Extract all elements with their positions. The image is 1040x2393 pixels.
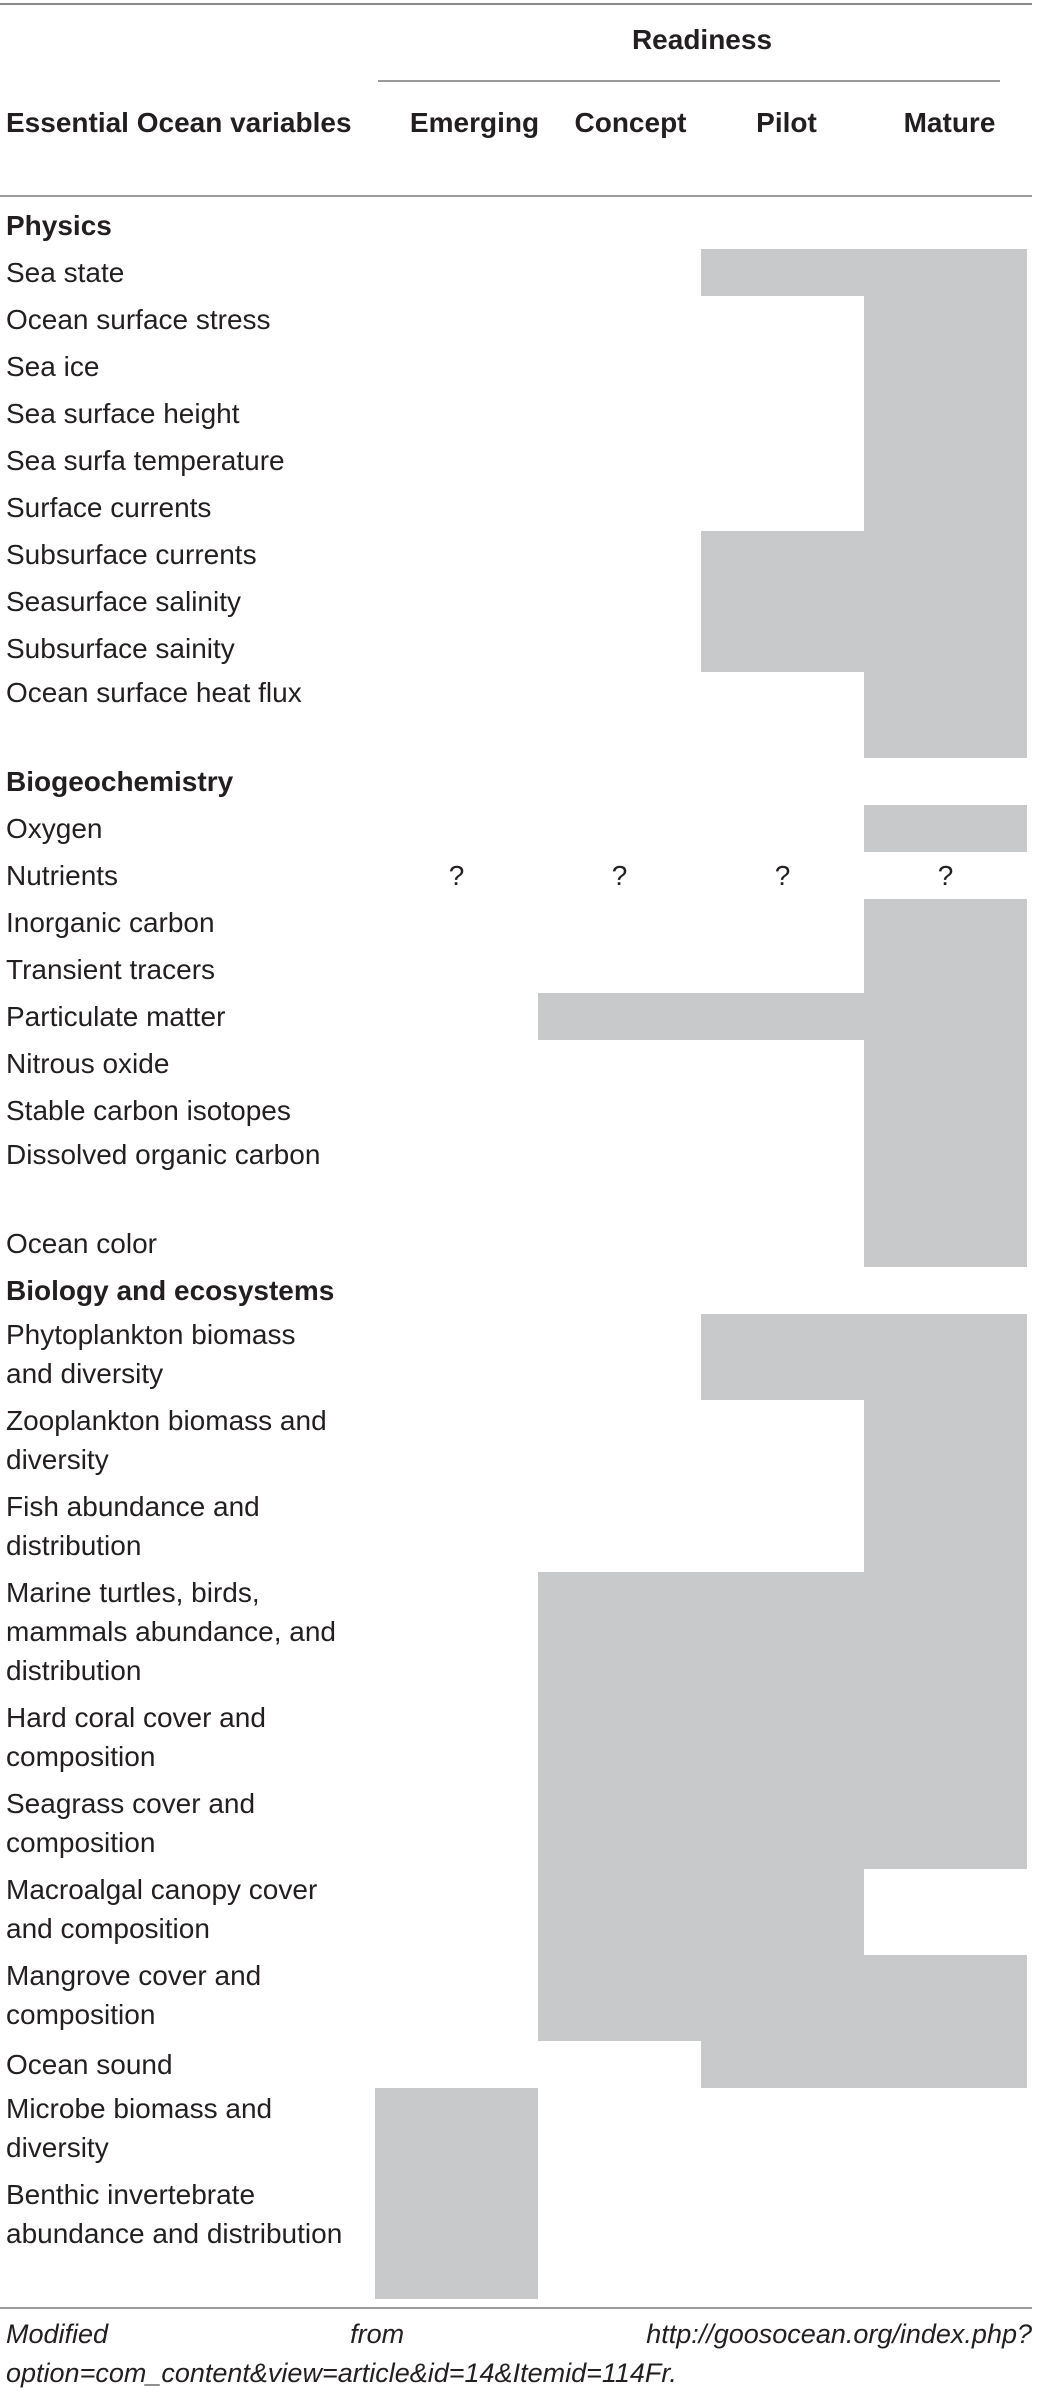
readiness-fill-mature (864, 437, 1027, 484)
top-rule (0, 3, 1032, 5)
section-label: Biology and ecosystems (6, 1275, 335, 1306)
empty-cell (538, 578, 701, 625)
table-row (0, 993, 1032, 1040)
empty-cell (701, 1220, 864, 1267)
empty-cell (701, 2088, 864, 2174)
empty-cell (375, 390, 538, 437)
empty-cell (538, 946, 701, 993)
empty-cell (701, 484, 864, 531)
variable-label: Sea surface height (6, 398, 240, 429)
empty-cell (375, 1486, 538, 1572)
empty-cell (701, 343, 864, 390)
unknown-readiness-mark: ? (448, 860, 465, 891)
table-row (0, 343, 1032, 390)
unknown-readiness-mark: ? (611, 860, 628, 891)
empty-cell (375, 2041, 538, 2088)
empty-cell (375, 899, 538, 946)
readiness-fill-concept (538, 1572, 701, 1697)
readiness-fill-mature (864, 531, 1027, 578)
readiness-fill-concept (538, 993, 701, 1040)
empty-cell (375, 805, 538, 852)
readiness-table-body (0, 202, 1032, 2299)
empty-cell (864, 1267, 1027, 1314)
table-row (0, 484, 1032, 531)
table-row (0, 249, 1032, 296)
variable-label: Sea ice (6, 351, 100, 382)
empty-cell (375, 249, 538, 296)
readiness-fill-concept (538, 1869, 701, 1955)
empty-cell (538, 531, 701, 578)
empty-cell (538, 1267, 701, 1314)
empty-cell (375, 1087, 538, 1134)
readiness-fill-pilot (701, 625, 864, 672)
empty-cell (538, 202, 701, 249)
variable-label: Surface currents (6, 492, 212, 523)
empty-cell (701, 1400, 864, 1486)
empty-cell (375, 1267, 538, 1314)
empty-cell (538, 758, 701, 805)
readiness-fill-mature (864, 1572, 1027, 1697)
empty-cell (538, 249, 701, 296)
variable-label: Sea surfa temperature (6, 445, 285, 476)
empty-cell (701, 390, 864, 437)
readiness-fill-pilot (701, 1697, 864, 1783)
empty-cell (375, 1134, 538, 1220)
empty-cell (701, 1040, 864, 1087)
empty-cell (538, 1486, 701, 1572)
empty-cell (375, 296, 538, 343)
empty-cell (538, 437, 701, 484)
variable-label: Ocean sound (6, 2049, 173, 2080)
readiness-fill-pilot (701, 1572, 864, 1697)
readiness-fill-mature (864, 899, 1027, 946)
empty-cell (375, 1783, 538, 1869)
column-header-concept: Concept (574, 107, 687, 138)
table-row (0, 2041, 1032, 2088)
empty-cell (538, 1400, 701, 1486)
empty-cell (538, 1134, 701, 1220)
readiness-fill-mature (864, 625, 1027, 672)
table-row (0, 1087, 1032, 1134)
empty-cell (538, 625, 701, 672)
empty-cell (701, 1087, 864, 1134)
empty-cell (864, 1869, 1027, 1955)
section-label: Physics (6, 210, 112, 241)
empty-cell (375, 672, 538, 758)
empty-cell (701, 1486, 864, 1572)
empty-cell (375, 946, 538, 993)
readiness-fill-mature (864, 1400, 1027, 1486)
empty-cell (375, 1697, 538, 1783)
empty-cell (538, 484, 701, 531)
column-header-mature: Mature (903, 107, 996, 138)
table-row (0, 1486, 1032, 1572)
readiness-fill-mature (864, 993, 1027, 1040)
empty-cell (701, 202, 864, 249)
variable-label: Seagrass cover and composition (6, 1788, 256, 1858)
readiness-fill-pilot (701, 578, 864, 625)
empty-cell (375, 1869, 538, 1955)
readiness-header: Readiness (631, 24, 773, 55)
readiness-fill-mature (864, 1040, 1027, 1087)
column-header-emerging: Emerging (409, 107, 540, 138)
readiness-fill-mature (864, 1955, 1027, 2041)
bottom-rule (0, 2307, 1032, 2309)
variable-label: Zooplankton biomass and diversity (6, 1405, 327, 1475)
empty-cell (375, 437, 538, 484)
readiness-fill-mature (864, 1314, 1027, 1400)
table-row (0, 852, 1032, 899)
readiness-fill-mature (864, 249, 1027, 296)
readiness-fill-emerging (375, 2174, 538, 2299)
variable-label: Fish abundance and distribution (6, 1491, 260, 1561)
variable-column-header: Essential Ocean variables (6, 107, 352, 138)
readiness-fill-pilot (701, 1955, 864, 2041)
table-row (0, 1314, 1032, 1400)
variable-label: Benthic invertebrate abundance and distribution (6, 2179, 343, 2249)
empty-cell (375, 758, 538, 805)
readiness-fill-mature (864, 296, 1027, 343)
table-row (0, 1400, 1032, 1486)
table-row (0, 2088, 1032, 2174)
empty-cell (538, 672, 701, 758)
empty-cell (375, 531, 538, 578)
empty-cell (375, 1040, 538, 1087)
empty-cell (538, 2088, 701, 2174)
source-footnote: Modified from http://goosocean.org/index.php?option=com_content&view=article&id=14&Itemid=114Fr. (6, 2319, 1032, 2388)
readiness-fill-mature (864, 390, 1027, 437)
table-row (0, 1869, 1032, 1955)
section-row-biogeochemistry (0, 758, 1032, 805)
section-row-physics (0, 202, 1032, 249)
table-row (0, 805, 1032, 852)
unknown-readiness-mark: ? (774, 860, 791, 891)
empty-cell (538, 2174, 701, 2299)
empty-cell (701, 805, 864, 852)
empty-cell (375, 202, 538, 249)
empty-cell (375, 993, 538, 1040)
readiness-fill-pilot (701, 249, 864, 296)
readiness-fill-pilot (701, 993, 864, 1040)
table-row (0, 1040, 1032, 1087)
variable-label: Oxygen (6, 813, 103, 844)
empty-cell (538, 2041, 701, 2088)
readiness-fill-concept (538, 1783, 701, 1869)
variable-label: Ocean surface stress (6, 304, 271, 335)
variable-label: Mangrove cover and composition (6, 1960, 262, 2030)
empty-cell (864, 2174, 1027, 2299)
empty-cell (538, 390, 701, 437)
table-row (0, 1783, 1032, 1869)
variable-label: Ocean surface heat flux (6, 677, 302, 708)
table-row (0, 1220, 1032, 1267)
empty-cell (375, 484, 538, 531)
readiness-fill-mature (864, 805, 1027, 852)
variable-label: Inorganic carbon (6, 907, 215, 938)
variable-label: Marine turtles, birds, mammals abundance, and distribution (6, 1577, 336, 1686)
table-row (0, 625, 1032, 672)
readiness-fill-mature (864, 343, 1027, 390)
table-row (0, 531, 1032, 578)
variable-label: Seasurface salinity (6, 586, 242, 617)
variable-label: Dissolved organic carbon (6, 1139, 321, 1170)
variable-label: Subsurface sainity (6, 633, 235, 664)
variable-label: Macroalgal canopy cover and composition (6, 1874, 318, 1944)
readiness-fill-mature (864, 1486, 1027, 1572)
table-row (0, 1134, 1032, 1220)
empty-cell (864, 758, 1027, 805)
header-rule (0, 195, 1032, 197)
readiness-fill-mature (864, 1087, 1027, 1134)
table-row (0, 1697, 1032, 1783)
table-row (0, 899, 1032, 946)
readiness-fill-mature (864, 672, 1027, 758)
readiness-fill-mature (864, 2041, 1027, 2088)
readiness-fill-mature (864, 946, 1027, 993)
table-row (0, 1955, 1032, 2041)
column-header-pilot: Pilot (756, 107, 817, 138)
table-row (0, 390, 1032, 437)
unknown-readiness-mark: ? (937, 860, 954, 891)
empty-cell (864, 202, 1027, 249)
empty-cell (538, 296, 701, 343)
empty-cell (701, 1267, 864, 1314)
readiness-fill-mature (864, 1783, 1027, 1869)
empty-cell (375, 578, 538, 625)
empty-cell (701, 758, 864, 805)
variable-label: Subsurface currents (6, 539, 257, 570)
empty-cell (701, 672, 864, 758)
empty-cell (375, 1220, 538, 1267)
section-row-biology-and-ecosystems (0, 1267, 1032, 1314)
readiness-underline (378, 80, 1000, 82)
empty-cell (538, 1040, 701, 1087)
readiness-fill-emerging (375, 2088, 538, 2174)
readiness-fill-pilot (701, 1314, 864, 1400)
readiness-fill-mature (864, 578, 1027, 625)
table-row (0, 2174, 1032, 2299)
table-row (0, 578, 1032, 625)
readiness-fill-pilot (701, 1783, 864, 1869)
variable-label: Particulate matter (6, 1001, 226, 1032)
variable-label: Stable carbon isotopes (6, 1095, 291, 1126)
section-label: Biogeochemistry (6, 766, 234, 797)
readiness-fill-concept (538, 1697, 701, 1783)
variable-label: Nitrous oxide (6, 1048, 170, 1079)
empty-cell (375, 1572, 538, 1697)
table-row (0, 296, 1032, 343)
empty-cell (375, 625, 538, 672)
readiness-fill-mature (864, 1134, 1027, 1220)
table-row (0, 1572, 1032, 1697)
empty-cell (538, 899, 701, 946)
empty-cell (375, 1400, 538, 1486)
readiness-fill-mature (864, 1220, 1027, 1267)
readiness-fill-mature (864, 1697, 1027, 1783)
readiness-fill-pilot (701, 531, 864, 578)
variable-label: Ocean color (6, 1228, 157, 1259)
empty-cell (538, 1220, 701, 1267)
table-row (0, 946, 1032, 993)
readiness-fill-pilot (701, 2041, 864, 2088)
variable-label: Nutrients (6, 860, 119, 891)
empty-cell (864, 2088, 1027, 2174)
empty-cell (538, 1314, 701, 1400)
variable-label: Hard coral cover and composition (6, 1702, 266, 1772)
empty-cell (375, 1955, 538, 2041)
variable-label: Microbe biomass and diversity (6, 2093, 273, 2163)
table-row (0, 437, 1032, 484)
variable-label: Phytoplankton biomass and diversity (6, 1319, 296, 1389)
empty-cell (701, 946, 864, 993)
empty-cell (538, 805, 701, 852)
empty-cell (375, 1314, 538, 1400)
variable-label: Transient tracers (6, 954, 216, 985)
empty-cell (375, 343, 538, 390)
readiness-fill-concept (538, 1955, 701, 2041)
variable-label: Sea state (6, 257, 125, 288)
empty-cell (701, 899, 864, 946)
empty-cell (701, 437, 864, 484)
empty-cell (701, 1134, 864, 1220)
empty-cell (701, 296, 864, 343)
table-row (0, 672, 1032, 758)
readiness-fill-mature (864, 484, 1027, 531)
empty-cell (538, 343, 701, 390)
readiness-fill-pilot (701, 1869, 864, 1955)
empty-cell (538, 1087, 701, 1134)
empty-cell (701, 2174, 864, 2299)
